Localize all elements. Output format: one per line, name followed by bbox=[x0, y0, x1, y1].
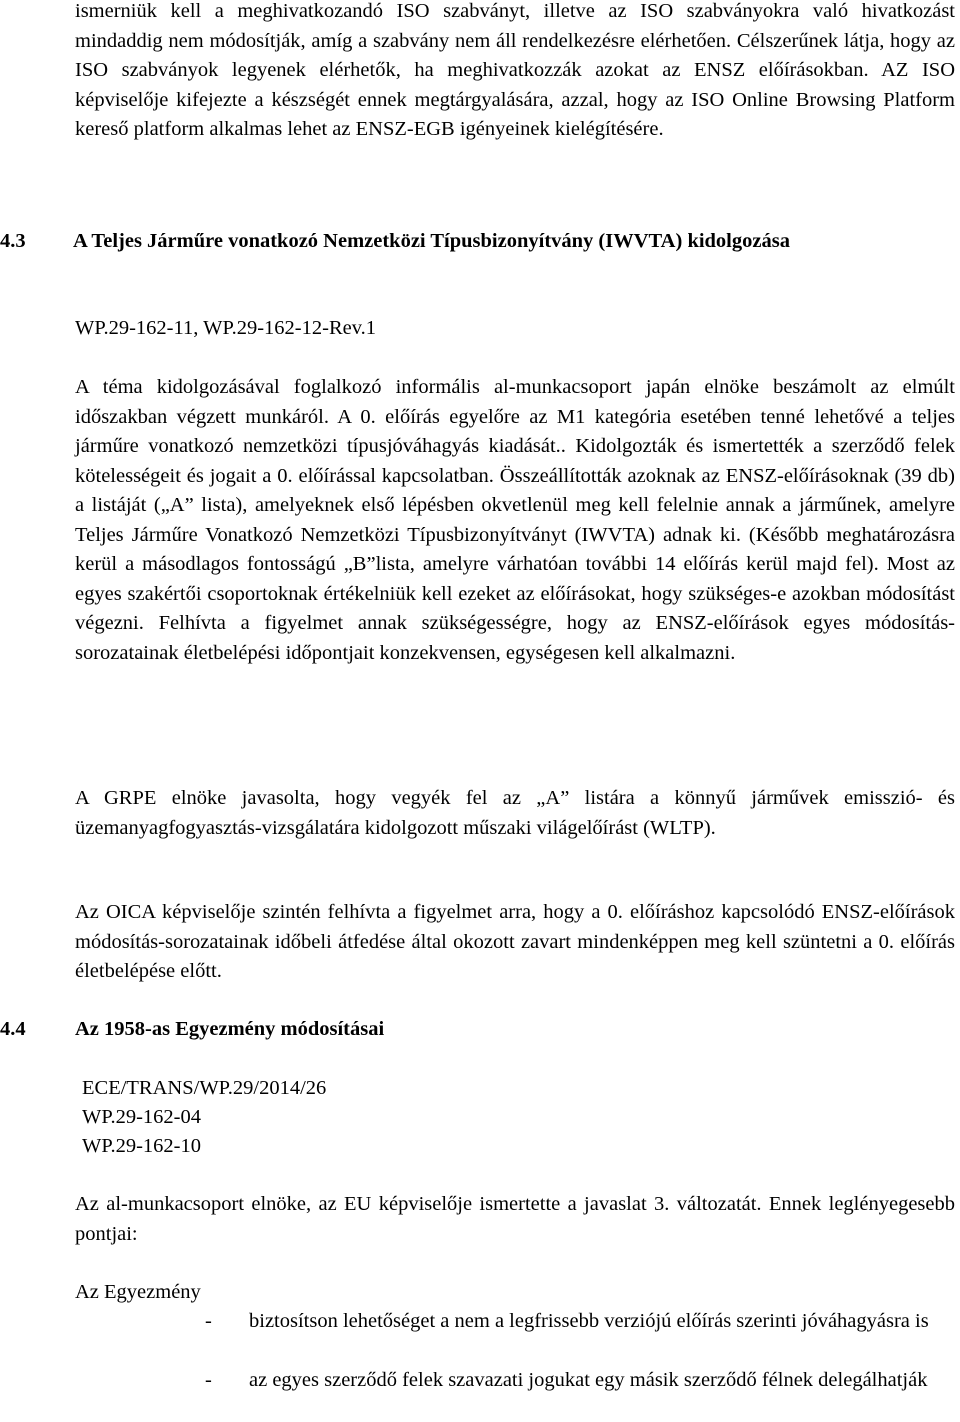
reference-line: WP.29-162-10 bbox=[82, 1135, 202, 1157]
intro-paragraph: ismerniük kell a meghivatkozandó ISO szabványt, illetve az ISO szabványokra való hivatkozást mindaddig nem módosítják, amíg a szabvány nem áll rendelkezésre elérhetően. Célszerűnek látja, hogy az ISO szabványok legyenek elérhetők, ha meghivatkozzák azokat az ENSZ előírásokban. AZ ISO képviselője kifejezte a készségét ennek megtárgyalására, azzal, hogy az ISO Online Browsing Platform kereső platform alkalmas lehet az ENSZ-EGB igényeinek kielégítésére. bbox=[75, 0, 955, 140]
list-marker: - bbox=[205, 1310, 212, 1332]
list-item-text: biztosítson lehetőséget a nem a legfrissebb verziójú előírás szerinti jóváhagyásra is bbox=[249, 1310, 929, 1332]
list-marker: - bbox=[205, 1369, 212, 1391]
reference-line: WP.29-162-04 bbox=[82, 1106, 202, 1128]
section-title: Az 1958-as Egyezmény módosításai bbox=[75, 1018, 385, 1040]
list-item bbox=[205, 1307, 955, 1366]
list-item bbox=[205, 1366, 955, 1422]
section-4-3-paragraph-1: A téma kidolgozásával foglalkozó informális al-munkacsoport japán elnöke beszámolt az elmúlt időszakban végzett munkáról. A 0. előírás egyelőre az M1 kategória esetében tenné lehetővé a teljes járműre vonatkozó nemzetközi típusjóváhagyás kiadását.. Kidolgozták és ismertették a szerződő felek kötelességeit és jogait a 0. előírással kapcsolatban. Összeállították azoknak az ENSZ-előírásoknak (39 db) a listáját („A” lista), amelyeknek első lépésben okvetlenül meg kell felelnie annak a járműnek, amelyre Teljes Járműre Vonatkozó Nemzetközi Típusbizonyítványt (IWVTA) adnak ki. (Később meghatározásra kerül a másodlagos fontosságú „B”lista, amelyre várhatóan további 14 előírás kerül majd fel). Most az egyes szakértői csoportoknak értékelniük kell ezeket az előírásokat, hogy szükséges-e azokban módosítást végezni. Felhívta a figyelmet annak szükségességre, hogy az ENSZ-előírások egyes módosítás-sorozatainak életbelépési időpontjait konzekvensen, egységesen kell alkalmazni. bbox=[75, 376, 955, 664]
section-number: 4.3 bbox=[0, 230, 26, 252]
section-4-4-paragraph-1: Az al-munkacsoport elnöke, az EU képviselője ismertette a javaslat 3. változatát. Ennek leglényegesebb pontjai: bbox=[75, 1193, 955, 1245]
section-4-3-reference: WP.29-162-11, WP.29-162-12-Rev.1 bbox=[75, 317, 377, 339]
section-4-3-paragraph-3: Az OICA képviselője szintén felhívta a figyelmet arra, hogy a 0. előíráshoz kapcsolódó ENSZ-előírások módosítás-sorozatainak időbeli átfedése által okozott zavart mindenképpen meg kell szüntetni a 0. előírás életbelépése előtt. bbox=[75, 901, 955, 982]
list-item-text: az egyes szerződő felek szavazati jogukat egy másik szerződő félnek delegálhatják bbox=[249, 1369, 928, 1391]
section-4-3-title: A Teljes Járműre vonatkozó Nemzetközi Típusbizonyítvány (IWVTA) kidolgozása bbox=[73, 230, 790, 252]
list-subheading: Az Egyezmény bbox=[75, 1281, 201, 1303]
reference-line: ECE/TRANS/WP.29/2014/26 bbox=[82, 1077, 327, 1099]
section-4-3-paragraph-2: A GRPE elnöke javasolta, hogy vegyék fel az „A” listára a könnyű járművek emisszió- és üzemanyagfogyasztás-vizsgálatára kidolgozott műszaki világelőírást (WLTP). bbox=[75, 787, 955, 839]
section-number: 4.4 bbox=[0, 1018, 26, 1040]
